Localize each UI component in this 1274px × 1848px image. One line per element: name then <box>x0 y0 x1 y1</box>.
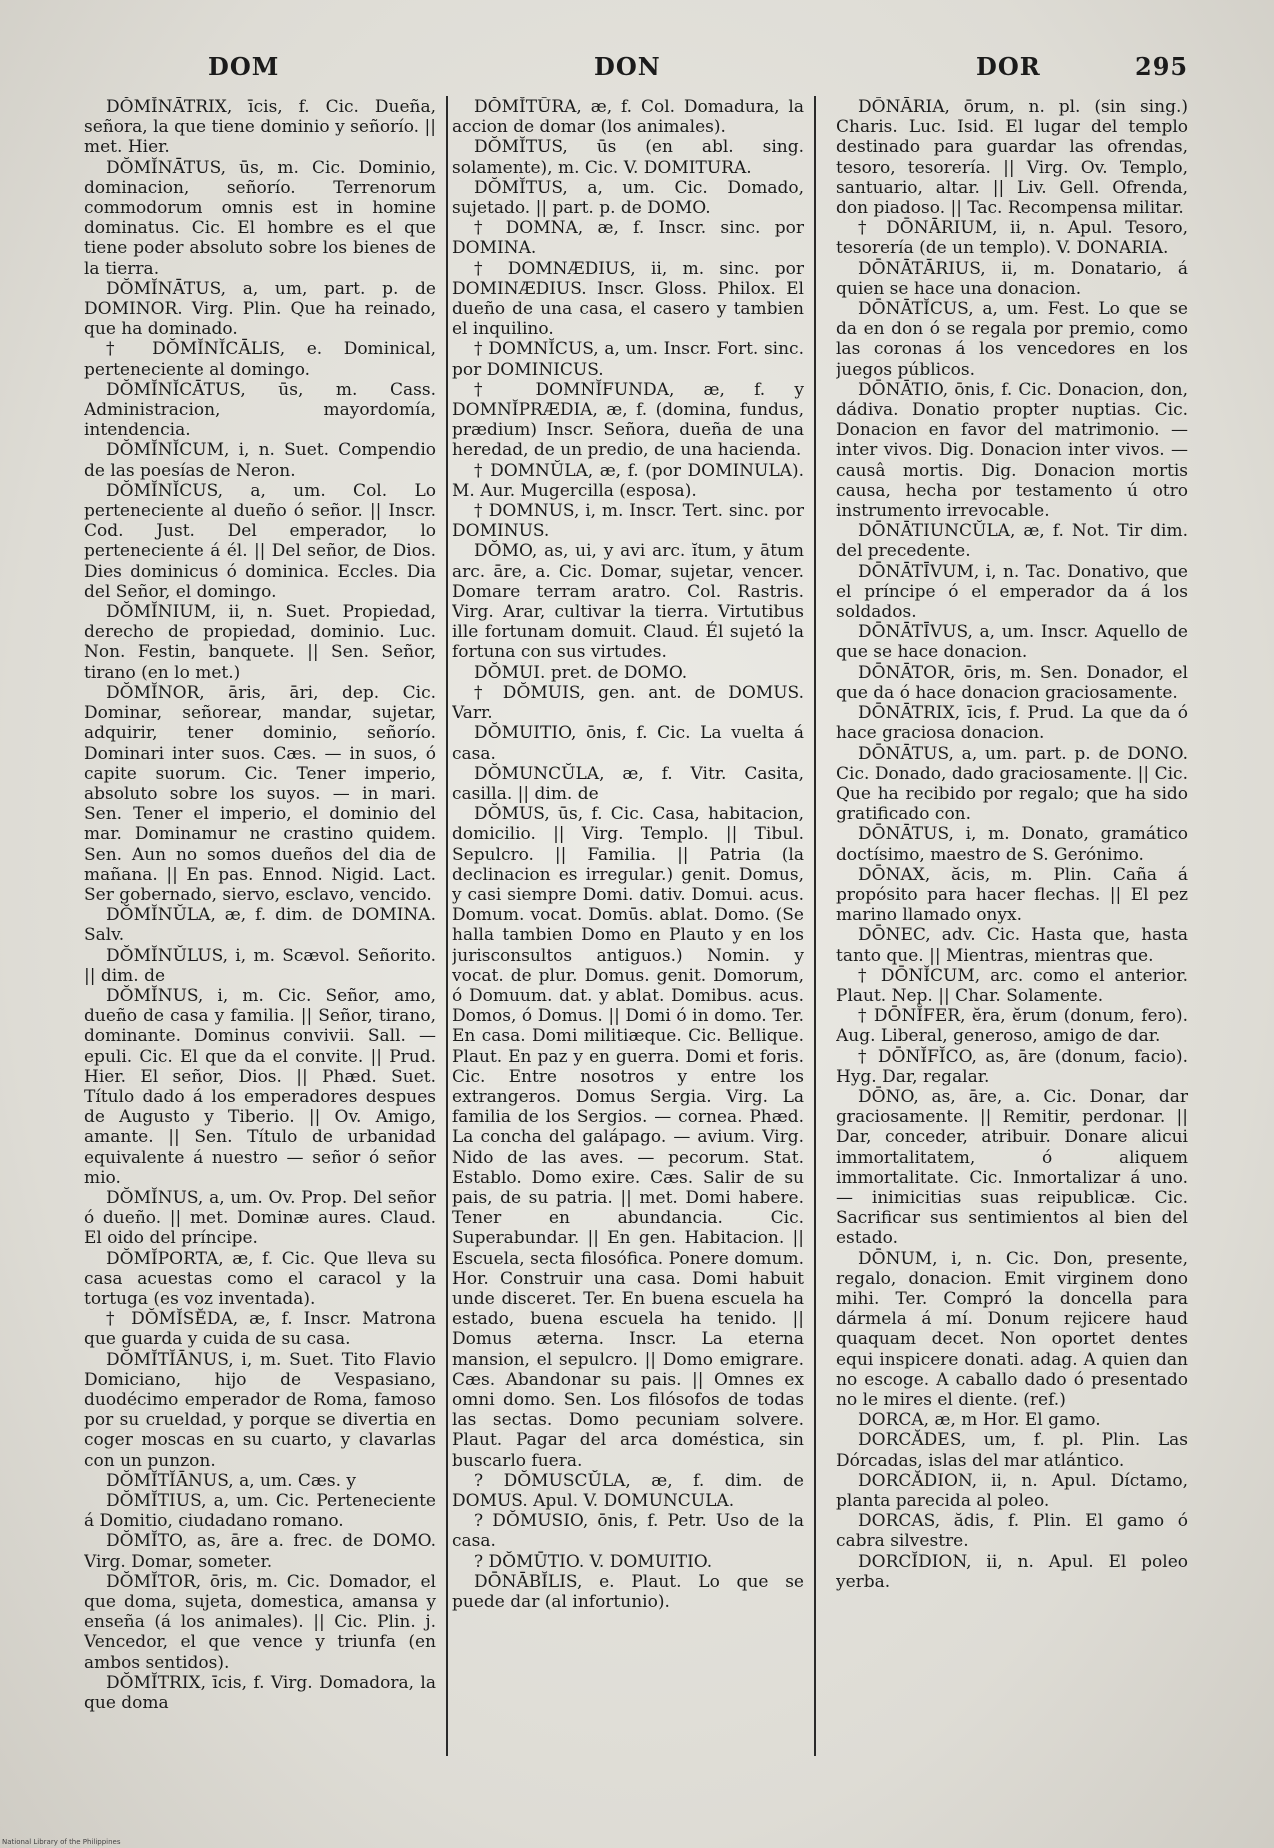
header-center-guide-word: DON <box>594 52 661 81</box>
dictionary-entry: DŎMĬNĬCĀTUS, ūs, m. Cass. Administracion, mayordomía, intendencia. <box>84 379 436 441</box>
column-center <box>452 97 804 1757</box>
column-left <box>84 97 436 1757</box>
dictionary-entry: DŌNEC, adv. Cic. Hasta que, hasta tanto que. || Mientras, mientras que. <box>836 925 1188 966</box>
dictionary-entry: DŌNĀTOR, ōris, m. Sen. Donador, el que da ó hace donacion graciosamente. <box>836 662 1188 703</box>
dictionary-entry: † DOMNĬCUS, a, um. Inscr. Fort. sinc. por DOMINICUS. <box>452 339 804 380</box>
dictionary-entry: DŎMĬNĬCUM, i, n. Suet. Compendio de las poesías de Neron. <box>84 440 436 481</box>
dictionary-entry: DŎMĬNĀTUS, ūs, m. Cic. Dominio, dominacion, señorío. Terrenorum commodorum omnis est in homine dominatus. Cic. El hombre es el que tiene poder absoluto sobre los bienes de la tierra. <box>84 157 436 279</box>
dictionary-entry: DŎMĬTĬĀNUS, i, m. Suet. Tito Flavio Domiciano, hijo de Vespasiano, duodécimo emperador de Roma, famoso por su crueldad, y porque se divertia en coger moscas en su cuarto, y clavarlas con un punzon. <box>84 1349 436 1471</box>
dictionary-entry: ? DŎMUSIO, ōnis, f. Petr. Uso de la casa. <box>452 1511 804 1552</box>
dictionary-entry: DORCĂDES, um, f. pl. Plin. Las Dórcadas, islas del mar atlántico. <box>836 1430 1188 1471</box>
dictionary-entry: DŎMĬTŪRA, æ, f. Col. Domadura, la accion de domar (los animales). <box>452 97 804 138</box>
dictionary-entry: DŎMĬNUS, i, m. Cic. Señor, amo, dueño de casa y familia. || Señor, tirano, dominante. Dominus convivii. Sall. — epuli. Cic. El que da el convite. || Prud. Hier. El señor, Dios. || Phæd. Suet. Título dado á los emperadores despues de Augusto y Tiberio. || Ov. Amigo, amante. || Sen. Título de urbanidad equivalente á nuestro — señor ó señor mio. <box>84 985 436 1188</box>
dictionary-entry: DŎMĬNUS, a, um. Ov. Prop. Del señor ó dueño. || met. Dominæ aures. Claud. El oido del príncipe. <box>84 1187 436 1249</box>
dictionary-entry: ? DŎMŪTIO. V. DOMUITIO. <box>474 1551 713 1572</box>
dictionary-entry: ? DŎMUSCŬLA, æ, f. dim. de DOMUS. Apul. V. DOMUNCULA. <box>452 1470 804 1512</box>
header-right-guide-word: DOR <box>976 52 1041 81</box>
dictionary-entry: DŎMĬNIUM, ii, n. Suet. Propiedad, derecho de propiedad, dominio. Luc. Non. Festin, banquete. || Sen. Señor, tirano (en lo met.) <box>84 602 436 683</box>
dictionary-entry: DŎMĬTO, as, āre a. frec. de DOMO. Virg. Domar, someter. <box>84 1531 436 1572</box>
dictionary-entry: † DŌNĬFER, ĕra, ĕrum (donum, fero). Aug. Liberal, generoso, amigo de dar. <box>836 1006 1188 1047</box>
dictionary-entry: DŌNĀTĬCUS, a, um. Fest. Lo que se da en don ó se regala por premio, como las coronas á los vencedores en los juegos públicos. <box>836 299 1188 380</box>
dictionary-entry: † DŎMUIS, gen. ant. de DOMUS. Varr. <box>452 682 804 724</box>
dictionary-entry: DŌNO, as, āre, a. Cic. Donar, dar graciosamente. || Remitir, perdonar. || Dar, conceder, atribuir. Donare alicui immortalitatem, ó aliquem immortalitate. Cic. Inmortalizar á uno. — inimicitias suas reipublicæ. Cic. Sacrificar sus sentimientos al bien del estado. <box>836 1086 1188 1249</box>
dictionary-entry: DORCAS, ădis, f. Plin. El gamo ó cabra silvestre. <box>836 1511 1188 1552</box>
dictionary-entry: DŌNĀTĀRIUS, ii, m. Donatario, á quien se hace una donacion. <box>836 258 1188 299</box>
dictionary-entry: DŎMO, as, ui, y avi arc. ĭtum, y ātum arc. āre, a. Cic. Domar, sujetar, vencer. Domare terram aratro. Col. Rastris. Virg. Arar, cultivar la tierra. Virtutibus ille fortunam domuit. Claud. Él sujetó la fortuna con sus virtudes. <box>452 541 804 663</box>
dictionary-entry: DŎMĬTUS, a, um. Cic. Domado, sujetado. || part. p. de DOMO. <box>452 177 804 219</box>
dictionary-entry: † DŎMĬSĔDA, æ, f. Inscr. Matrona que guarda y cuida de su casa. <box>84 1309 436 1350</box>
dictionary-entry: DŌNĀTĪVUS, a, um. Inscr. Aquello de que se hace donacion. <box>836 622 1188 663</box>
header-left-guide-word: DOM <box>208 52 280 81</box>
dictionary-entry: DŌNĀTUS, a, um. part. p. de DONO. Cic. Donado, dado graciosamente. || Cic. Que ha recibido por regalo; que ha sido gratificado con. <box>836 743 1188 825</box>
dictionary-entry: DŎMUS, ūs, f. Cic. Casa, habitacion, domicilio. || Virg. Templo. || Tibul. Sepulcro. || Familia. || Patria (la declinacion es irregular.) genit. Domus, y casi siempre Domi. dativ. Domui. acus. Domum. vocat. Domūs. ablat. Domo. (Se halla tambien Domo en Plauto y en los jurisconsultos antiguos.) Nomin. y vocat. de plur. Domus. genit. Domorum, ó Domuum. dat. y ablat. Domibus. acus. Domos, ó Domus. || Domi ó in domo. Ter. En casa. Domi militiæque. Cic. Bellique. Plaut. En paz y en guerra. Domi et foris. Cic. Entre nosotros y entre los extrangeros. Domus Sergia. Virg. La familia de los Sergios. — cornea. Phæd. La concha del galápago. — avium. Virg. Nido de las aves. — pecorum. Stat. Establo. Domo exire. Cæs. Salir de su pais, de su patria. || met. Domi habere. Tener en abundancia. Cic. Superabundar. || En gen. Habitacion. || Escuela, secta filosófica. Ponere domum. Hor. Construir una casa. Domi habuit unde disceret. Ter. En buena escuela ha estado, buena escuela ha tenido. || Domus æterna. Inscr. La eterna mansion, el sepulcro. || Domo emigrare. Cæs. Abandonar su pais. || Omnes ex omni domo. Sen. Los filósofos de todas las sectas. Domo pecuniam solvere. Plaut. Pagar del arca doméstica, sin buscarlo fuera. <box>452 804 804 1471</box>
dictionary-entry: † DOMNÆDIUS, ii, m. sinc. por DOMINÆDIUS. Inscr. Gloss. Philox. El dueño de una casa, el casero y tambien el inquilino. <box>452 258 804 340</box>
dictionary-entry: DŎMĬNŬLA, æ, f. dim. de DOMINA. Salv. <box>84 905 436 946</box>
dictionary-entry: † DOMNŬLA, æ, f. (por DOMINULA). M. Aur. Mugercilla (esposa). <box>452 460 804 501</box>
dictionary-entry: † DOMNA, æ, f. Inscr. sinc. por DOMINA. <box>452 218 804 259</box>
column-divider <box>814 96 816 1756</box>
dictionary-entry: DŌNĀBĬLIS, e. Plaut. Lo que se puede dar (al infortunio). <box>452 1571 804 1613</box>
dictionary-entry: † DŌNĀRIUM, ii, n. Apul. Tesoro, tesorería (de un templo). V. DONARIA. <box>836 218 1188 259</box>
page-number: 295 <box>1135 52 1189 81</box>
dictionary-entry: DŎMUNCŬLA, æ, f. Vitr. Casita, casilla. || dim. de <box>452 763 804 804</box>
dictionary-entry: DORCA, æ, m Hor. El gamo. <box>858 1410 1101 1431</box>
dictionary-entry: † DŌNĬFĬCO, as, āre (donum, facio). Hyg. Dar, regalar. <box>836 1046 1188 1087</box>
library-footer: National Library of the Philippines <box>2 1838 121 1846</box>
dictionary-entry: DŎMĬTIUS, a, um. Cic. Perteneciente á Domitio, ciudadano romano. <box>84 1491 436 1532</box>
dictionary-entry: DŎMĬNOR, āris, āri, dep. Cic. Dominar, señorear, mandar, sujetar, adquirir, tener dominio, señorío. Dominari inter suos. Cæs. — in suos, ó capite suorum. Cic. Tener imperio, absoluto sobre los suyos. — in mari. Sen. Tener el imperio, el dominio del mar. Dominamur ne crastino quidem. Sen. Aun no somos dueños del dia de mañana. || En pas. Ennod. Nigid. Lact. Ser gobernado, siervo, esclavo, vencido. <box>84 682 436 905</box>
dictionary-entry: DŎMĬTĬĀNUS, a, um. Cæs. y <box>106 1470 357 1491</box>
dictionary-entry: DŌNĀTĪVUM, i, n. Tac. Donativo, que el príncipe ó el emperador da á los soldados. <box>836 561 1188 623</box>
dictionary-entry: DŌNĀTUS, i, m. Donato, gramático doctísimo, maestro de S. Gerónimo. <box>836 824 1188 865</box>
column-right <box>836 97 1188 1757</box>
dictionary-entry: DŎMĬTUS, ūs (en abl. sing. solamente), m. Cic. V. DOMITURA. <box>452 137 804 178</box>
dictionary-entry: DŎMĬNĬCUS, a, um. Col. Lo perteneciente al dueño ó señor. || Inscr. Cod. Just. Del emperador, lo perteneciente á él. || Del señor, de Dios. Dies dominicus ó dominica. Eccles. Dia del Señor, el domingo. <box>84 480 436 602</box>
dictionary-entry: DŎMUITIO, ōnis, f. Cic. La vuelta á casa. <box>452 723 804 764</box>
dictionary-entry: † DOMNĬFUNDA, æ, f. y DOMNĬPRÆDIA, æ, f. (domina, fundus, prædium) Inscr. Señora, dueña de una heredad, de un predio, de una hacienda. <box>452 379 804 461</box>
dictionary-entry: DORCĬDION, ii, n. Apul. El poleo yerba. <box>836 1551 1188 1592</box>
dictionary-entry: † DŌNĬCUM, arc. como el anterior. Plaut. Nep. || Char. Solamente. <box>836 965 1188 1006</box>
dictionary-entry: DŌNĀTIO, ōnis, f. Cic. Donacion, don, dádiva. Donatio propter nuptias. Cic. Donacion en favor del matrimonio. — inter vivos. Dig. Donacion inter vivos. — causâ mortis. Dig. Donacion mortis causa, hecha por testamento ú otro instrumento irrevocable. <box>836 379 1188 522</box>
dictionary-entry: DŎMĬNĀTRIX, īcis, f. Cic. Dueña, señora, la que tiene dominio y señorío. || met. Hier. <box>84 97 436 158</box>
dictionary-entry: DŌNĀTRIX, īcis, f. Prud. La que da ó hace graciosa donacion. <box>836 703 1188 744</box>
column-divider <box>446 96 448 1756</box>
dictionary-entry: DŌNĀRIA, ōrum, n. pl. (sin sing.) Charis. Luc. Isid. El lugar del templo destinado para guardar las ofrendas, tesoro, tesorería. || Virg. Ov. Templo, santuario, altar. || Liv. Gell. Ofrenda, don piadoso. || Tac. Recompensa militar. <box>836 97 1188 219</box>
dictionary-entry: DŌNAX, ăcis, m. Plin. Caña á propósito para hacer flechas. || El pez marino llamado onyx. <box>836 864 1188 926</box>
dictionary-entry: DŎMĬTRIX, īcis, f. Virg. Domadora, la que doma <box>84 1672 436 1714</box>
dictionary-entry: DŎMĬNŬLUS, i, m. Scævol. Señorito. || dim. de <box>84 945 436 986</box>
dictionary-entry: DŎMUI. pret. de DOMO. <box>474 662 688 683</box>
dictionary-entry: DŎMĬNĀTUS, a, um, part. p. de DOMINOR. Virg. Plin. Que ha reinado, que ha dominado. <box>84 278 436 340</box>
dictionary-entry: DŌNUM, i, n. Cic. Don, presente, regalo, donacion. Emit virginem dono mihi. Ter. Compró la doncella para dármela á mí. Donum rejicere haud quaquam decet. Non oportet dentes equi inspicere donati. adag. A quien dan no escoge. A caballo dado ó presentado no le mires el diente. (ref.) <box>836 1248 1188 1410</box>
dictionary-entry: † DOMNUS, i, m. Inscr. Tert. sinc. por DOMINUS. <box>452 501 804 542</box>
dictionary-entry: DŎMĬTOR, ōris, m. Cic. Domador, el que doma, sujeta, domestica, amansa y enseña (á los animales). || Cic. Plin. j. Vencedor, el que vence y triunfa (en ambos sentidos). <box>84 1571 436 1673</box>
dictionary-entry: DORCĂDION, ii, n. Apul. Díctamo, planta parecida al poleo. <box>836 1470 1188 1512</box>
dictionary-entry: DŎMĬPORTA, æ, f. Cic. Que lleva su casa acuestas como el caracol y la tortuga (es voz inventada). <box>84 1248 436 1309</box>
dictionary-entry: DŌNĀTIUNCŬLA, æ, f. Not. Tir dim. del precedente. <box>836 521 1188 562</box>
dictionary-entry: † DŎMĬNĬCĀLIS, e. Dominical, perteneciente al domingo. <box>84 339 436 380</box>
